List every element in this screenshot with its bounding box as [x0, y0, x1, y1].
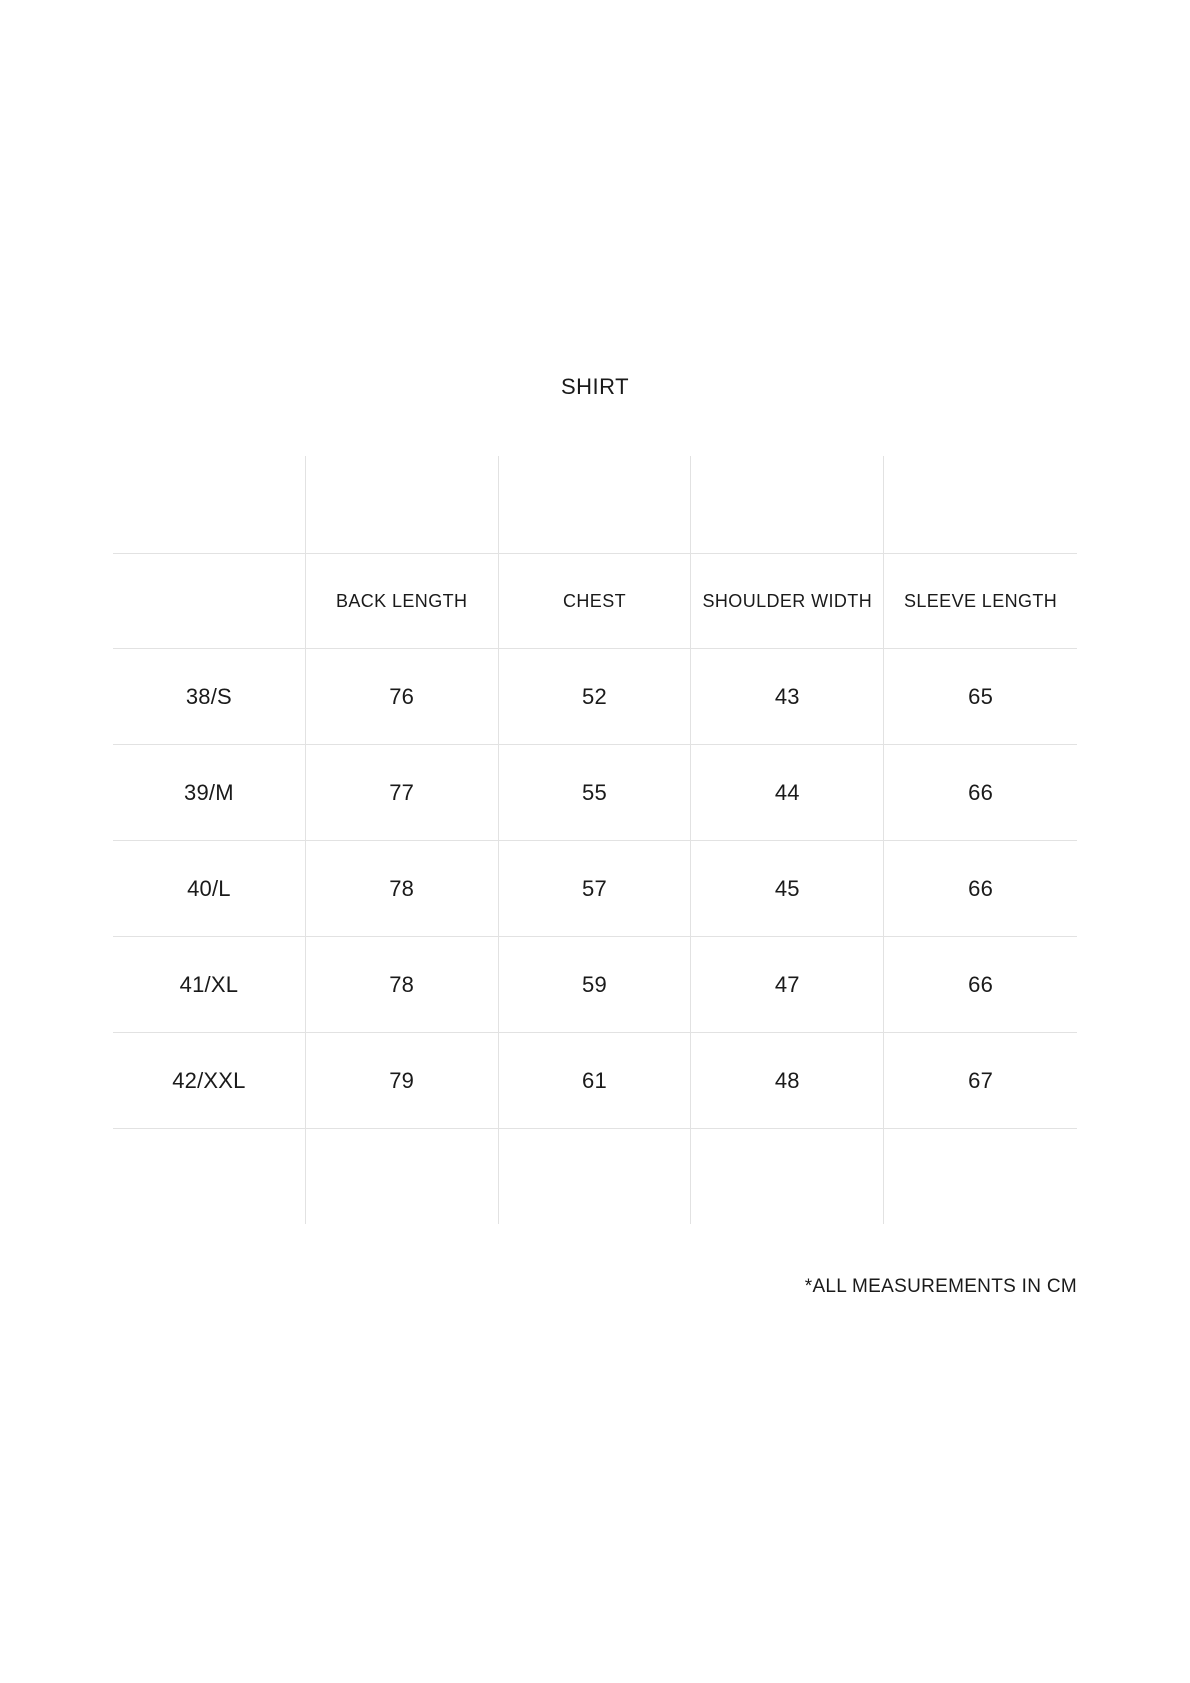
size-label: 38/S [113, 649, 306, 744]
sleeve-length-value: 66 [968, 875, 994, 901]
chest-value: 59 [499, 937, 692, 1032]
size-chart-table [113, 456, 1077, 1224]
back-length-value: 77 [306, 745, 499, 840]
spacer-cell [691, 1129, 884, 1224]
back-length-value: 79 [306, 1033, 499, 1128]
spacer-cell [113, 1129, 306, 1224]
spacer-cell [884, 456, 1077, 553]
size-label: 41/XL [113, 937, 306, 1032]
table-row-38s [113, 649, 1077, 745]
column-header-sleeve-length: SLEEVE LENGTH [903, 590, 1058, 611]
column-header-back-length: BACK LENGTH [306, 554, 499, 648]
size-column-header [113, 554, 306, 648]
shoulder-width-value: 48 [691, 1033, 884, 1128]
spacer-cell [306, 1129, 499, 1224]
chest-value: 52 [499, 649, 692, 744]
spacer-row-top [113, 456, 1077, 553]
size-label: 39/M [113, 745, 306, 840]
table-row-41xl [113, 937, 1077, 1033]
spacer-cell [499, 1129, 692, 1224]
sleeve-length-value: 67 [968, 1067, 994, 1093]
shoulder-width-value: 44 [691, 745, 884, 840]
back-length-value: 78 [306, 841, 499, 936]
table-row-42xxl [113, 1033, 1077, 1129]
chest-value: 55 [499, 745, 692, 840]
size-label: 42/XXL [113, 1033, 306, 1128]
back-length-value: 78 [306, 937, 499, 1032]
shoulder-width-value: 45 [691, 841, 884, 936]
column-header-chest: CHEST [499, 554, 692, 648]
chest-value: 61 [499, 1033, 692, 1128]
page-title: SHIRT [560, 374, 630, 399]
sleeve-length-value: 65 [968, 683, 994, 709]
spacer-cell [306, 456, 499, 553]
spacer-row-bottom [113, 1129, 1077, 1224]
sleeve-length-value: 66 [968, 971, 994, 997]
table-row-40l [113, 841, 1077, 937]
sleeve-length-value: 66 [968, 779, 994, 805]
spacer-cell [113, 456, 306, 553]
table-row-39m [113, 745, 1077, 841]
size-label: 40/L [113, 841, 306, 936]
shoulder-width-value: 47 [691, 937, 884, 1032]
column-header-shoulder-width: SHOULDER WIDTH [691, 554, 884, 648]
header-row [113, 553, 1077, 649]
chest-value: 57 [499, 841, 692, 936]
back-length-value: 76 [306, 649, 499, 744]
measurements-unit-note: *ALL MEASUREMENTS IN CM [804, 1276, 1077, 1297]
spacer-cell [884, 1129, 1077, 1224]
spacer-cell [499, 456, 692, 553]
shoulder-width-value: 43 [691, 649, 884, 744]
spacer-cell [691, 456, 884, 553]
